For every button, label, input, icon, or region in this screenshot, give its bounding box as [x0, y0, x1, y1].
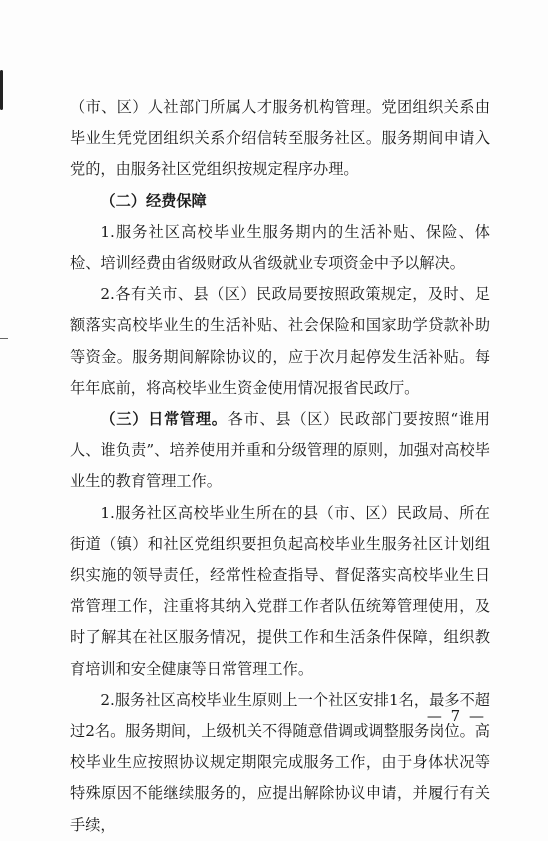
document-body	[70, 92, 490, 841]
section-heading-inline: （三）日常管理。	[100, 410, 228, 429]
paragraph: 1.服务社区高校毕业生所在的县（市、区）民政局、所在街道（镇）和社区党组织要担负起高校毕业生服务社区计划组织实施的领导责任，经常性检查指导、督促落实高校毕业生日常管理工作，注重将其纳入党群工作者队伍统筹管理使用，及时了解其在社区服务情况，提供工作和生活条件保障，组织教育培训和安全健康等日常管理工作。	[70, 503, 490, 678]
section-heading: （二）经费保障	[100, 191, 207, 210]
paragraph: 1.服务社区高校毕业生服务期内的生活补贴、保险、体检、培训经费由省级财政从省级就业专项资金中予以解决。	[70, 222, 490, 273]
paragraph: （市、区）人社部门所属人才服务机构管理。党团组织关系由毕业生凭党团组织关系介绍信转至服务社区。服务期间申请入党的，由服务社区党组织按规定程序办理。	[70, 98, 490, 179]
paragraph	[70, 404, 490, 498]
paragraph: 2.服务社区高校毕业生原则上一个社区安排1名，最多不超过2名。服务期间，上级机关不得随意借调或调整服务岗位。高校毕业生应按照协议规定期限完成服务工作，由于身体状况等特殊原因不能继续服务的，应提出解除协议申请，并履行有关手续，	[70, 690, 490, 834]
page-number: — 7 —	[426, 707, 486, 725]
scan-edge-mark	[0, 338, 8, 339]
paragraph-text: 各市、县（区）民政部门要按照“谁用人、谁负责”、培养使用并重和分级管理的原则，加强对高校毕业生的教育管理工作。	[70, 410, 490, 491]
paragraph: 2.各有关市、县（区）民政局要按照政策规定，及时、足额落实高校毕业生的生活补贴、社会保险和国家助学贷款补助等资金。服务期间解除协议的，应于次月起停发生活补贴。每年年底前，将高校毕业生资金使用情况报省民政厅。	[70, 285, 490, 397]
scan-edge-mark	[0, 70, 3, 110]
